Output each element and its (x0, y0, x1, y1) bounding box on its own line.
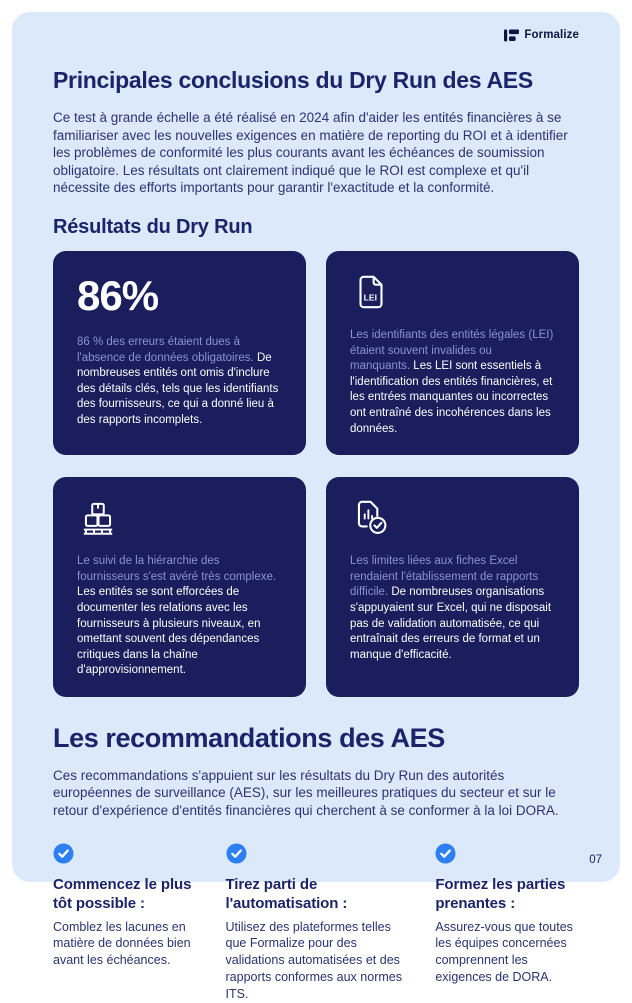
brand-logo (504, 29, 579, 42)
lei-document-icon (350, 270, 555, 313)
recommendations-paragraph: Ces recommandations s'appuient sur les résultats du Dry Run des autorités européennes de surveillance (AES), sur les meilleures pratiques du secteur et sur le retour d'expérience d'entités financières qui cherchent à se conformer à la loi DORA. (53, 767, 559, 819)
brand-name: Formalize (524, 29, 579, 41)
formalize-logo-icon (504, 29, 519, 42)
recommendation-body: Assurez-vous que toutes les équipes concernées comprennent les exigences de DORA. (435, 919, 573, 985)
result-card-supplier-hierarchy (53, 477, 306, 697)
card-text-rest: De nombreuses organisations s'appuyaient sur Excel, qui ne disposait pas de validation automatisée, ce qui entraînait des erreurs de format et un manque d'efficacité. (350, 586, 552, 661)
card-text-highlight: 86 % des erreurs étaient dues à l'absence de données obligatoires. (77, 335, 254, 364)
check-circle-icon (435, 843, 579, 864)
card-text (350, 554, 555, 663)
recommendation-body: Comblez les lacunes en matière de données bien avant les échéances. (53, 919, 191, 968)
recommendation-item-train-stakeholders (435, 843, 579, 1003)
pallet-boxes-icon (77, 496, 282, 539)
page-title: Principales conclusions du Dry Run des AES (53, 67, 533, 93)
recommendation-title: Tirez parti de l'automatisation : (225, 875, 348, 913)
recommendation-item-start-early (53, 843, 200, 1003)
card-text-highlight: Le suivi de la hiérarchie des fournisseurs s'est avéré très complexe. (77, 555, 277, 583)
recommendations-grid (53, 843, 579, 1003)
result-card-excel-limits (326, 477, 579, 697)
card-text-rest: De nombreuses entités ont omis d'inclure des détails clés, tels que les identifiants des fournisseurs, ce qui a donné lieu à des rapports incomplets. (77, 351, 279, 426)
card-text-highlight: Les identifiants des entités légales (LEI) étaient souvent invalides ou manquants. (350, 328, 554, 373)
card-text-rest: Les entités se sont efforcées de documenter les relations avec les fournisseurs à plusieurs niveaux, en omettant souvent des dépendances critiques dans la chaîne d'approvisionnement. (77, 586, 261, 677)
recommendation-title: Formez les parties prenantes : (435, 875, 566, 913)
check-circle-icon (53, 843, 200, 864)
section-heading-results: Résultats du Dry Run (53, 215, 253, 238)
page-sheet (12, 12, 620, 1001)
page-content (12, 12, 620, 1003)
card-text (77, 554, 282, 679)
report-check-icon (350, 496, 555, 539)
lei-icon-label: LEI (363, 292, 378, 303)
page-number: 07 (589, 854, 602, 866)
result-card-lei (326, 251, 579, 455)
recommendation-item-automation (226, 843, 410, 1003)
recommendation-title: Commencez le plus tôt possible : (53, 875, 192, 913)
card-text-highlight: Les limites liées aux fiches Excel rendaient l'établissement de rapports difficile. (350, 555, 539, 599)
results-cards-grid (53, 251, 579, 697)
card-text (77, 335, 282, 429)
card-text (350, 328, 555, 437)
result-card-missing-data (53, 251, 306, 455)
recommendation-body: Utilisez des plateformes telles que Formalize pour des validations automatisées et des rapports conformes aux normes ITS. (225, 919, 402, 1001)
stat-value: 86% (77, 271, 159, 319)
card-text-rest: Les LEI sont essentiels à l'identification des entités financières, et les entrées manquantes ou incorrectes ont entraîné des incohérences dans les données. (350, 360, 553, 435)
intro-paragraph: Ce test à grande échelle a été réalisé en 2024 afin d'aider les entités financières à se familiariser avec les nouvelles exigences en matière de reporting du ROI et à identifier les problèmes de conformité les plus courants avant les échéances de soumission obligatoire. Les résultats ont clairement indiqué que le ROI est complexe et qu'il nécessite des efforts importants pour garantir l'exactitude et la conformité. (53, 110, 568, 196)
header-row (53, 27, 579, 43)
section-heading-recommendations: Les recommandations des AES (53, 722, 445, 753)
check-circle-icon (226, 843, 410, 864)
